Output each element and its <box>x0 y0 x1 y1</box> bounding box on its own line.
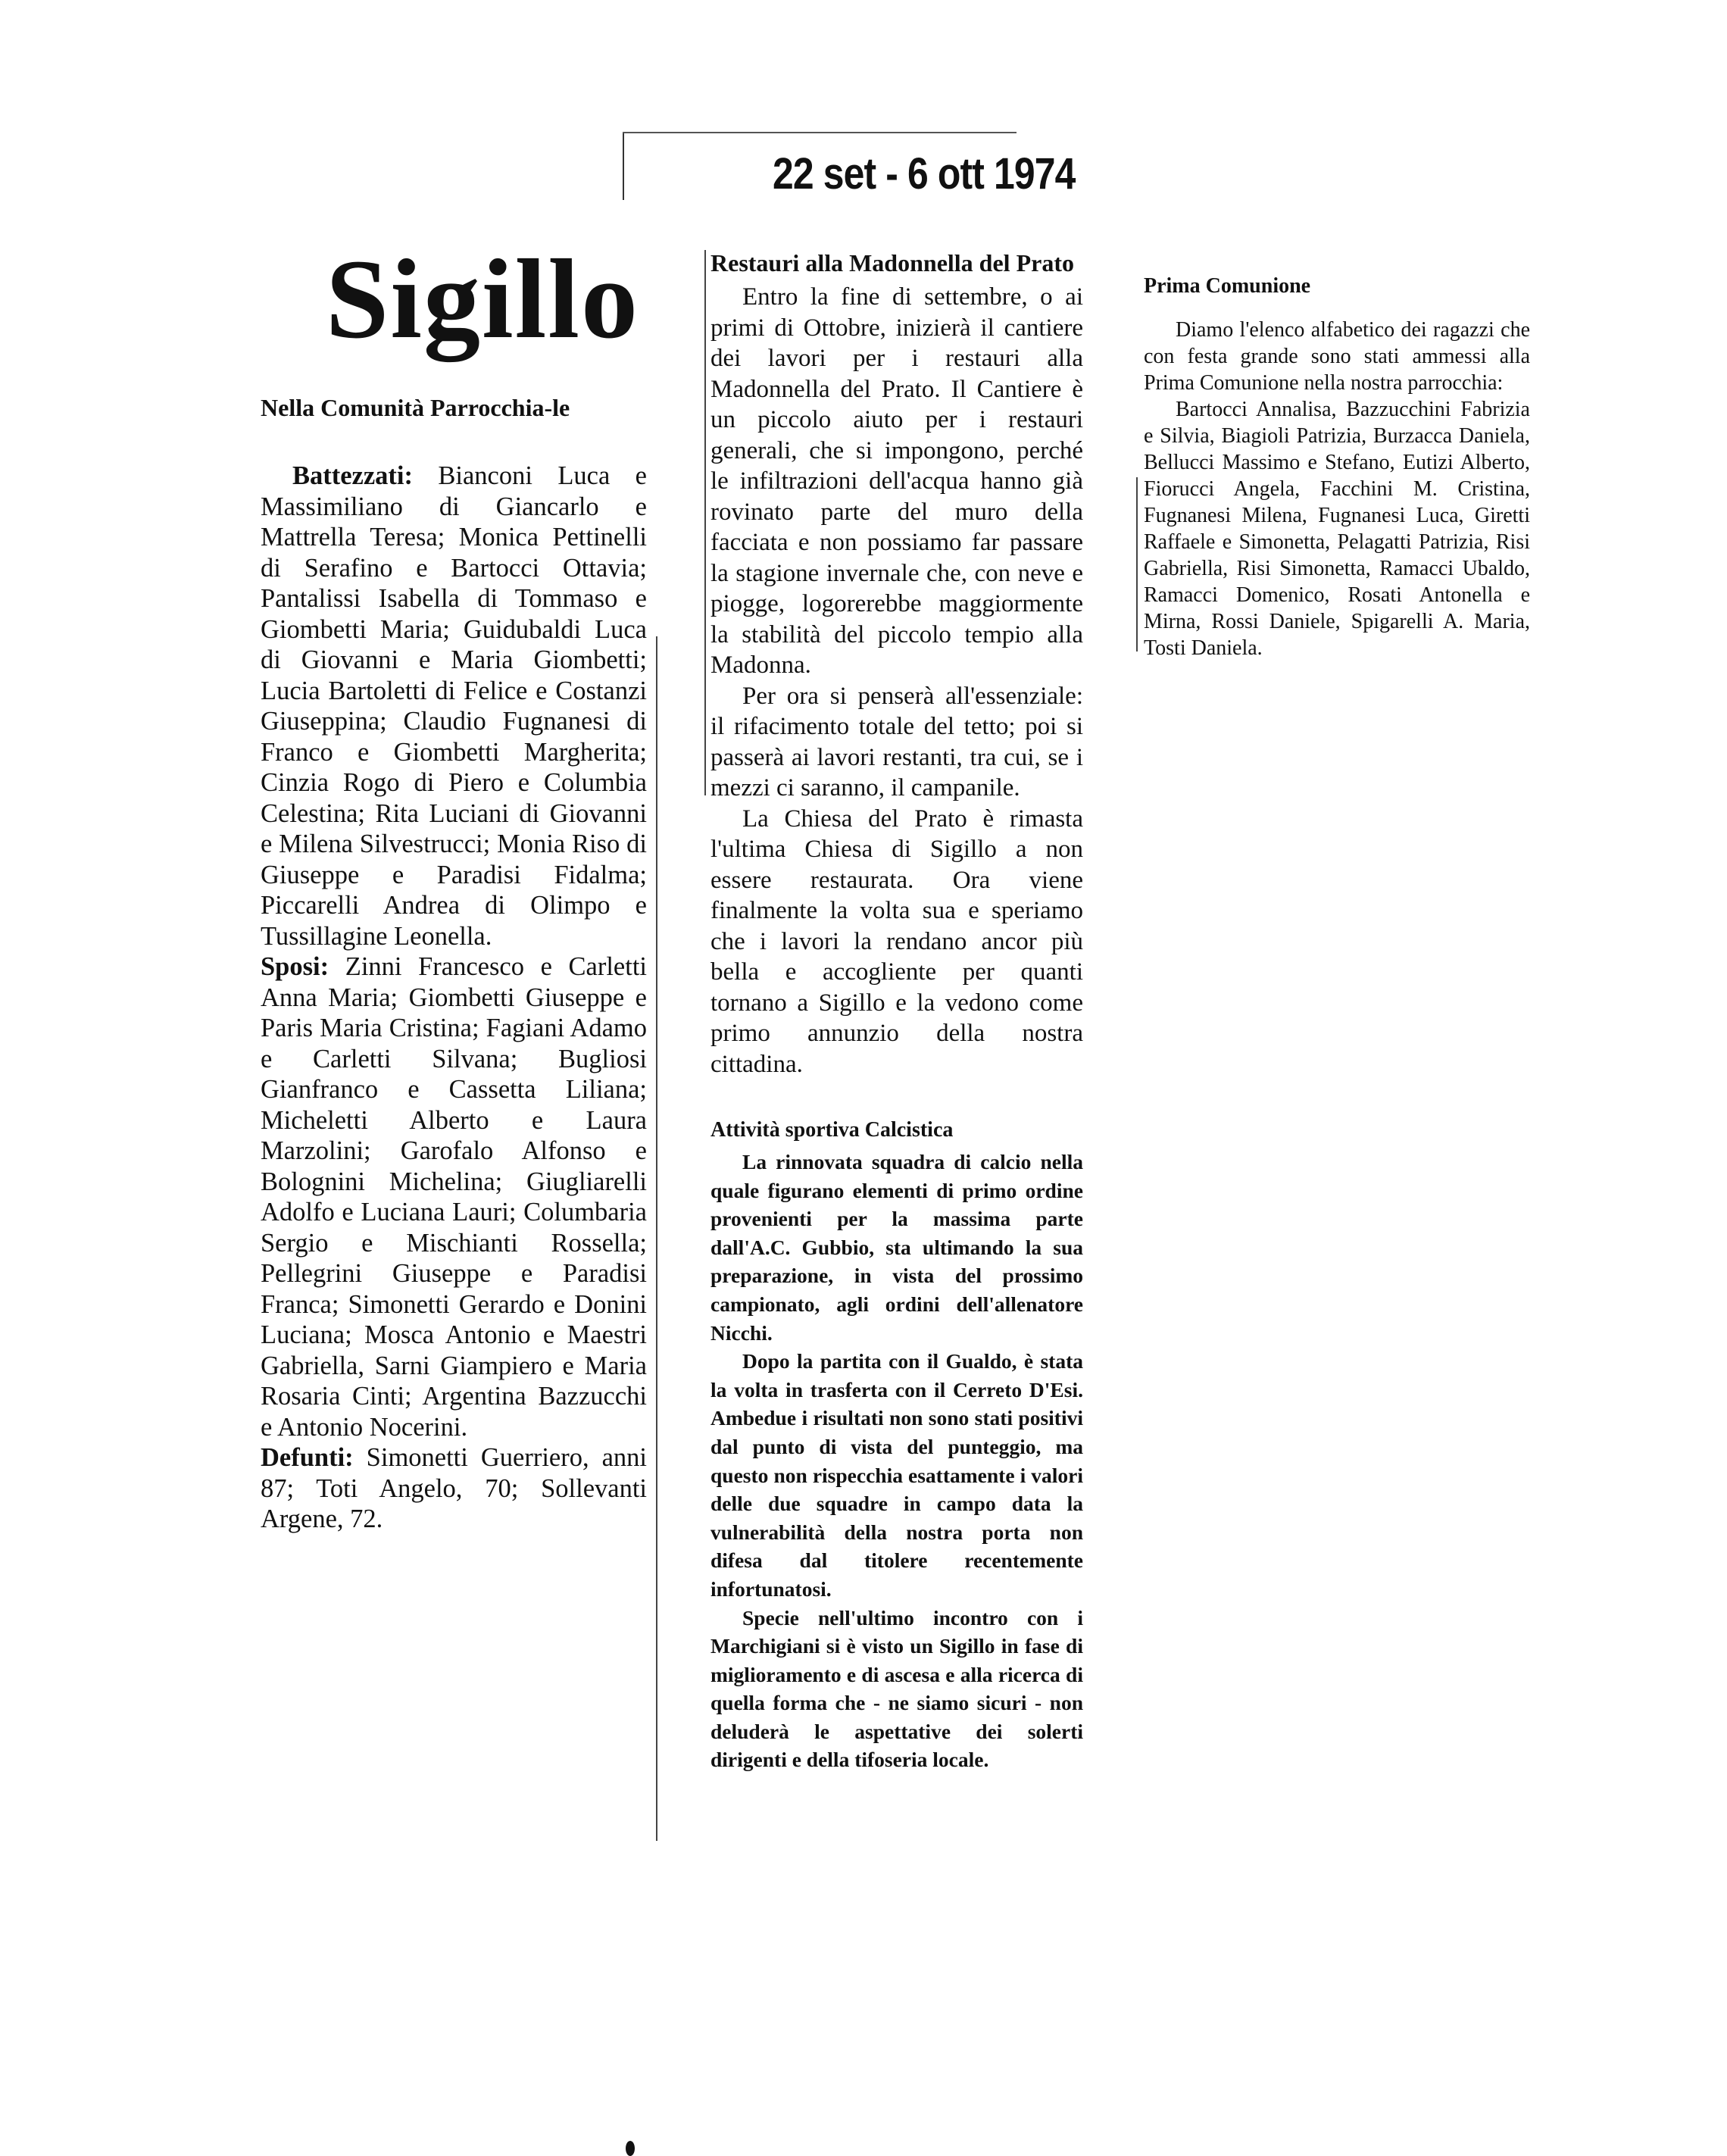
column-parish-records <box>261 236 647 1535</box>
sport-paragraph-3: Specie nell'ultimo incontro con i Marchigiani si è visto un Sigillo in fase di miglioramento e di ascesa e alla ricerca di quella forma che - ne siamo sicuri - non deluderà le aspettative dei solerti dirigenti e della tifoseria locale. <box>710 1605 1083 1772</box>
sposi-text: Zinni Francesco e Carletti Anna Maria; Giombetti Giuseppe e Paris Maria Cristina; Fagiani Adamo e Carletti Silvana; Bugliosi Gianfranco e Cassetta Liliana; Micheletti Alberto e Laura Marzolini; Garofalo Alfonso e Bolognini Michelina; Giugliarelli Adolfo e Luciana Lauri; Columbaria Sergio e Mischianti Rossella; Pellegrini Giuseppe e Paradisi Franca; Simonetti Gerardo e Donini Luciana; Mosca Antonio e Maestri Gabriella, Sarni Giampiero e Maria Rosaria Cinti; Argentina Bazzucchi e Antonio Nocerini. <box>261 952 647 1442</box>
defunti-paragraph <box>261 1442 647 1535</box>
battezzati-label: Battezzati: <box>292 461 413 490</box>
restoration-paragraph-2: Per ora si penserà all'essenziale: il rifacimento totale del tetto; poi si passerà ai lavori restanti, tra cui, se i mezzi ci saranno, il campanile. <box>710 682 1083 801</box>
battezzati-text: Bianconi Luca e Massimiliano di Giancarlo e Mattrella Teresa; Monica Pettinelli di Serafino e Bartocci Ottavia; Pantalissi Isabella di Tommaso e Giombetti Maria; Guidubaldi Luca di Giovanni e Maria Giombetti; Lucia Bartoletti di Felice e Costanzi Giuseppina; Claudio Fugnanesi di Franco e Giombetti Margherita; Cinzia Rogo di Piero e Columbia Celestina; Rita Luciani di Giovanni e Milena Silvestrucci; Monia Riso di Giuseppe e Paradisi Fidalma; Piccarelli Andrea di Olimpo e Tussillagine Leonella. <box>261 461 647 951</box>
communion-title: Prima Comunione <box>1144 274 1311 298</box>
restoration-paragraph-1: Entro la fine di settembre, o ai primi di Ottobre, inizierà il cantiere dei lavori per i restauri alla Madonnella del Prato. Il Cantiere è un piccolo aiuto per i restauri generali, che si impongono, perché le infiltrazioni dell'acqua hanno già rovinato parte del muro della facciata e non possiamo far passare la stagione invernale che, con neve e piogge, logorerebbe maggiormente la stabilità del piccolo tempio alla Madonna. <box>710 283 1083 679</box>
column-rule-left <box>656 636 657 1841</box>
restoration-title: Restauri alla Madonnella del Prato <box>710 249 1074 277</box>
page-mark <box>626 2141 635 2156</box>
column-first-communion <box>1144 273 1530 661</box>
sposi-label: Sposi: <box>261 952 329 981</box>
battezzati-paragraph <box>261 461 647 951</box>
sport-title: Attività sportiva Calcistica <box>710 1118 954 1142</box>
section-title: Nella Comunità Parrocchia-le <box>261 394 570 421</box>
sposi-paragraph <box>261 951 647 1442</box>
issue-date: 22 set - 6 ott 1974 <box>773 149 1076 198</box>
column-rule-middle <box>704 250 706 795</box>
date-box-top-rule <box>623 132 1017 133</box>
column-restoration-sport <box>710 242 1083 1774</box>
defunti-label: Defunti: <box>261 1443 354 1472</box>
column-rule-right <box>1136 477 1138 651</box>
defunti-text: Simonetti Guerriero, anni 87; Toti Angelo, 70; Sollevanti Argene, 72. <box>261 1443 647 1533</box>
restoration-paragraph-3: La Chiesa del Prato è rimasta l'ultima Chiesa di Sigillo a non essere restaurata. Ora viene finalmente la volta sua e speriamo che i lavori la rendano ancor più bella e accogliente per quanti tornano a Sigillo e la vedono come primo annunzio della nostra cittadina. <box>710 805 1083 1078</box>
communion-intro: Diamo l'elenco alfabetico dei ragazzi che con festa grande sono stati ammessi alla Prima Comunione nella nostra parrocchia: <box>1144 318 1530 395</box>
date-box-rule <box>623 132 624 200</box>
sport-paragraph-2: Dopo la partita con il Gualdo, è stata la volta in trasferta con il Cerreto D'Esi. Ambedue i risultati non sono stati positivi dal punto di vista del punteggio, ma questo non rispecchia esattamente i valori delle due squadre in campo data la vulnerabilità della nostra porta non difesa dal titolere recentemente infortunatosi. <box>710 1349 1083 1601</box>
communion-names: Bartocci Annalisa, Bazzucchini Fabrizia e Silvia, Biagioli Patrizia, Burzacca Daniela, Bellucci Massimo e Stefano, Eutizi Alberto, Fiorucci Angela, Facchini M. Cristina, Fugnanesi Milena, Fugnanesi Luca, Giretti Raffaele e Simonetta, Pelagatti Patrizia, Risi Gabriella, Risi Simonetta, Ramacci Ubaldo, Ramacci Domenico, Rosati Antonella e Mirna, Rossi Daniele, Spigarelli A. Maria, Tosti Daniela. <box>1144 398 1530 660</box>
masthead-title: Sigillo <box>325 236 639 362</box>
sport-paragraph-1: La rinnovata squadra di calcio nella quale figurano elementi di primo ordine provenienti per la massima parte dall'A.C. Gubbio, sta ultimando la sua preparazione, in vista del prossimo campionato, agli ordini dell'allenatore Nicchi. <box>710 1150 1083 1345</box>
